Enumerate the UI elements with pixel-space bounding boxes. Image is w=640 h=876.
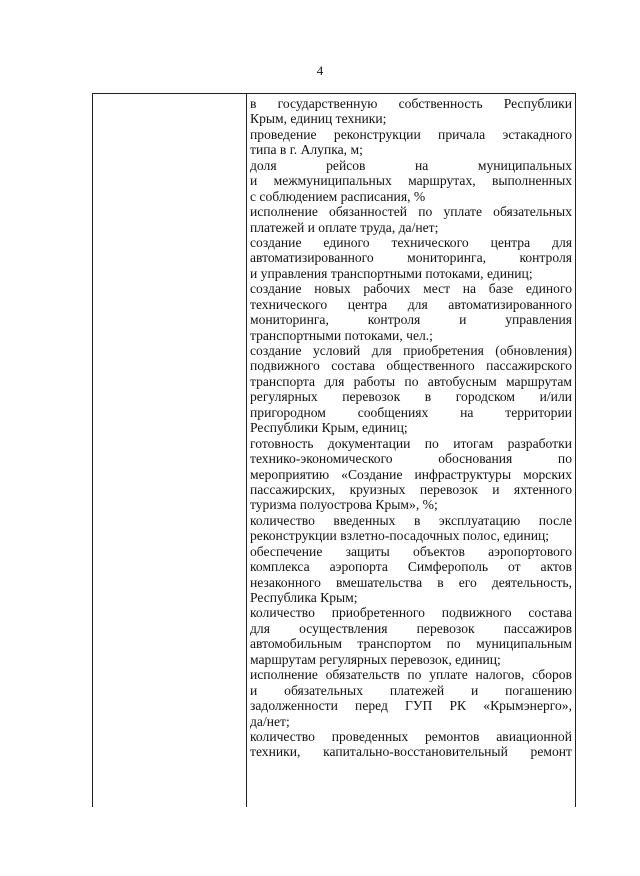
text-line: мероприятию «Создание инфраструктуры морских xyxy=(250,466,572,482)
text-line: подвижного состава общественного пассажирского xyxy=(250,358,572,374)
text-line: туризма полуострова Крым», %; xyxy=(250,497,438,513)
text-line: пассажирских, круизных перевозок и яхтенного xyxy=(250,481,572,497)
text-line: обеспечение защиты объектов аэропортового xyxy=(250,543,572,559)
text-line: в государственную собственность Республики xyxy=(250,96,572,111)
text-line: пригородном сообщениях на территории xyxy=(250,404,572,420)
text-line: транспортными потоками, чел.; xyxy=(250,327,433,343)
text-line: типа в г. Алупка, м; xyxy=(250,142,363,158)
text-line: автомобильным транспортом по муниципальным xyxy=(250,636,572,652)
text-line: мониторинга, контроля и управления xyxy=(250,312,572,328)
right-column-cell xyxy=(250,96,572,760)
text-line: и межмуниципальных маршрутах, выполненных xyxy=(250,173,572,189)
text-line: и управления транспортными потоками, единиц; xyxy=(250,265,533,281)
text-line: технико-экономического обоснования по xyxy=(250,451,572,467)
text-line: создание новых рабочих мест на базе единого xyxy=(250,281,572,297)
text-line: незаконного вмешательства в его деятельность, xyxy=(250,574,572,590)
text-line: транспорта для работы по автобусным маршрутам xyxy=(250,373,572,389)
text-line: количество приобретенного подвижного состава xyxy=(250,605,572,621)
text-line: исполнение обязанностей по уплате обязательных xyxy=(250,204,572,220)
text-line: доля рейсов на муниципальных xyxy=(250,157,572,173)
text-line: техники, капитально-восстановительный ремонт xyxy=(250,744,572,760)
text-line: реконструкции взлетно-посадочных полос, единиц; xyxy=(250,528,550,544)
text-line: технического центра для автоматизированного xyxy=(250,296,572,312)
text-line: автоматизированного мониторинга, контроля xyxy=(250,250,572,266)
text-line: да/нет; xyxy=(250,713,290,729)
text-line: Крым, единиц техники; xyxy=(250,111,387,127)
text-line: задолженности перед ГУП РК «Крымэнерго», xyxy=(250,698,572,714)
text-line: Республики Крым, единиц; xyxy=(250,420,408,436)
text-line: с соблюдением расписания, % xyxy=(250,188,426,204)
text-line: Республика Крым; xyxy=(250,590,358,605)
text-line: проведение реконструкции причала эстакадного xyxy=(250,126,572,142)
text-line: регулярных перевозок в городском и/или xyxy=(250,389,572,405)
text-line: и обязательных платежей и погашению xyxy=(250,682,572,698)
page-number: 4 xyxy=(316,63,324,78)
text-line: комплекса аэропорта Симферополь от актов xyxy=(250,559,572,575)
column-divider xyxy=(246,93,247,807)
text-line: готовность документации по итогам разработки xyxy=(250,435,572,451)
text-line: создание условий для приобретения (обновления) xyxy=(250,343,572,358)
text-line: для осуществления перевозок пассажиров xyxy=(250,620,572,636)
text-line: исполнение обязательств по уплате налогов, сборов xyxy=(250,667,572,683)
text-line: количество проведенных ремонтов авиационной xyxy=(250,728,572,744)
text-line: количество введенных в эксплуатацию после xyxy=(250,512,572,528)
text-line: маршрутам регулярных перевозок, единиц; xyxy=(250,651,501,667)
text-line: создание единого технического центра для xyxy=(250,234,572,250)
text-line: платежей и оплате труда, да/нет; xyxy=(250,219,439,235)
